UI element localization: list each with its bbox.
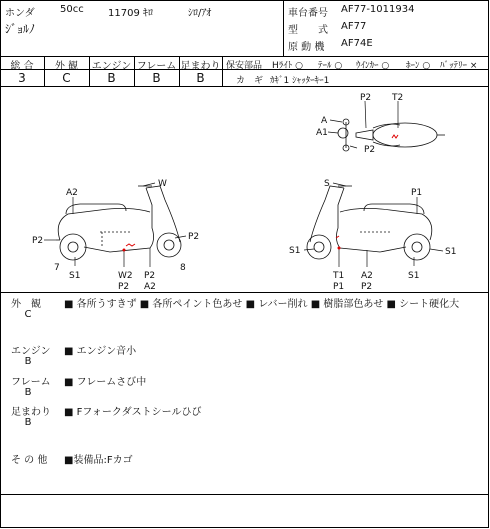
left-label-7: 7 xyxy=(54,263,60,273)
remark-grade-frame: B xyxy=(24,387,32,398)
remark-text-engine: ■ エンジン音小 xyxy=(64,346,137,357)
frame-no-label: 車台番号 xyxy=(288,8,328,19)
remark-text-frame: ■ フレームさび中 xyxy=(64,377,147,388)
type-label: 型 式 xyxy=(288,25,328,36)
grade-engine: B xyxy=(107,71,116,85)
left-label-p2-under: P2 xyxy=(118,282,130,292)
right-label-s1-rear: S1 xyxy=(445,247,457,257)
left-label-a2-floor: A2 xyxy=(144,282,156,292)
right-label-p1: P1 xyxy=(411,188,423,198)
right-label-s1-wheel: S1 xyxy=(408,271,420,281)
grade-total: 3 xyxy=(18,71,26,85)
remark-text-suspension: ■ Fフォークダストシールひび xyxy=(64,407,202,418)
remark-text-other: ■装備品:Fカゴ xyxy=(64,455,133,466)
top-label-a: A xyxy=(321,116,328,126)
left-label-a2: A2 xyxy=(66,188,78,198)
top-label-t2: T2 xyxy=(392,93,404,103)
remark-label-frame: フレーム xyxy=(11,377,51,388)
part-headlight: Hﾗｲﾄ ○ xyxy=(272,61,304,71)
part-battery: ﾊﾞｯﾃﾘｰ × xyxy=(440,61,478,71)
left-label-p2-floor: P2 xyxy=(144,271,156,281)
grade-label-engine: エンジン xyxy=(91,61,132,72)
grade-label-exterior: 外 観 xyxy=(54,61,79,72)
top-label-p2: P2 xyxy=(360,93,372,103)
grade-label-total: 総 合 xyxy=(10,61,34,72)
remark-label-engine: エンジン xyxy=(11,346,51,357)
grade-label-frame: フレーム xyxy=(136,61,177,72)
grade-frame: B xyxy=(152,71,161,85)
type-value: AF77 xyxy=(341,21,367,32)
left-label-p2-front: P2 xyxy=(188,232,200,242)
left-label-8: 8 xyxy=(180,263,186,273)
top-view-scooter xyxy=(338,119,445,151)
remark-grade-exterior: C xyxy=(24,309,32,320)
remark-grade-engine: B xyxy=(24,356,32,367)
key-label: カ ギ xyxy=(236,76,264,86)
left-label-w: W xyxy=(158,179,167,189)
right-label-s: S xyxy=(324,179,330,189)
left-label-w2: W2 xyxy=(118,271,133,281)
part-horn: ﾎｰﾝ ○ xyxy=(406,61,431,71)
right-label-a2: A2 xyxy=(361,271,373,281)
left-label-p2-rear: P2 xyxy=(32,236,44,246)
remark-label-suspension: 足まわり xyxy=(11,407,51,418)
mileage: 11709 ｷﾛ xyxy=(108,8,153,19)
remark-grade-suspension: B xyxy=(24,417,32,428)
grade-label-suspension: 足まわり xyxy=(180,61,221,72)
grade-suspension: B xyxy=(196,71,205,85)
displacement: 50cc xyxy=(60,4,84,15)
engine-value: AF74E xyxy=(341,38,373,49)
safety-parts-title: 保安部品 xyxy=(226,61,263,71)
part-taillight: ﾃｰﾙ ○ xyxy=(318,61,343,71)
part-winker: ｳｲﾝｶｰ ○ xyxy=(356,61,390,71)
grade-exterior: C xyxy=(62,71,71,85)
remark-label-exterior: 外 観 xyxy=(11,299,41,310)
maker: ホンダ xyxy=(5,8,35,19)
top-label-p2b: P2 xyxy=(364,145,376,155)
engine-label: 原 動 機 xyxy=(288,42,325,53)
model-name: ｼﾞｮﾙﾉ xyxy=(5,22,36,36)
color: ｼﾛ/ｱｵ xyxy=(188,8,212,19)
remark-text-exterior: ■ 各所うすきず ■ 各所ペイント色あせ ■ レバー削れ ■ 樹脂部色あせ ■ シート硬化大 xyxy=(64,299,460,310)
right-label-t1: T1 xyxy=(333,271,345,281)
right-label-p2: P2 xyxy=(361,282,373,292)
right-label-p1-under: P1 xyxy=(333,282,345,292)
remark-label-other: そ の 他 xyxy=(11,455,48,466)
left-label-s1: S1 xyxy=(69,271,81,281)
right-label-s1-front: S1 xyxy=(289,246,301,256)
key-value: ｶｷﾞ1 ｼｬｯﾀｰｷｰ1 xyxy=(270,76,330,86)
top-label-a1: A1 xyxy=(316,128,328,138)
frame-no: AF77-1011934 xyxy=(341,4,415,15)
